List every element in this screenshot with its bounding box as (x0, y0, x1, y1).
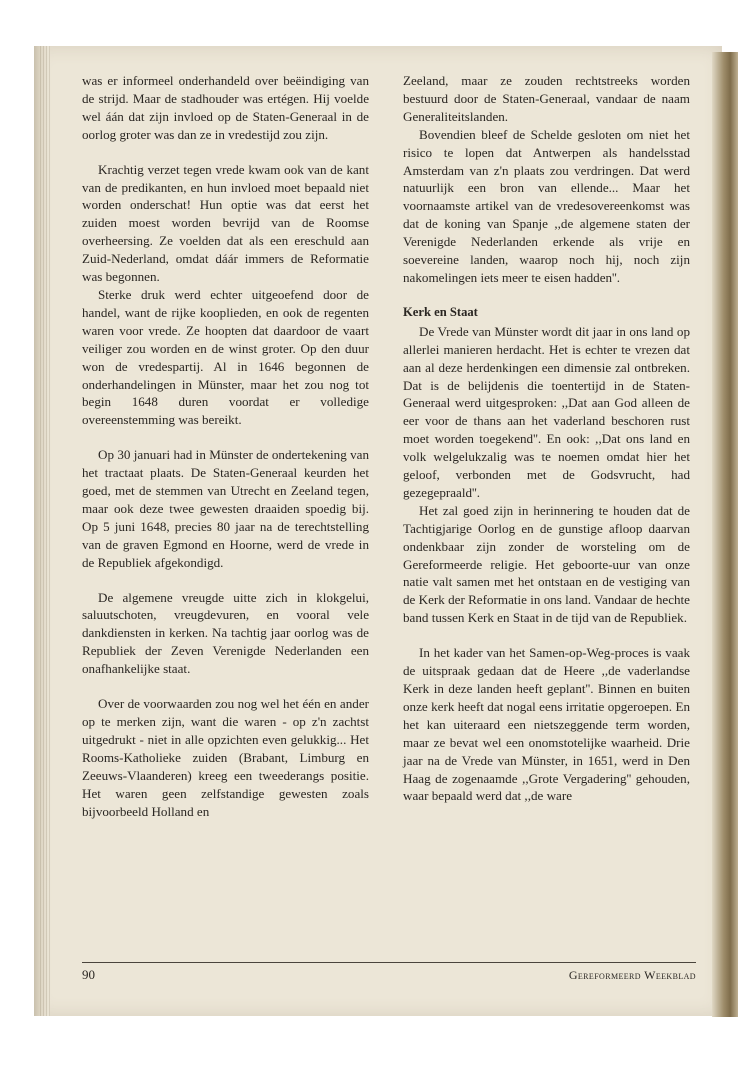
left-column (82, 72, 369, 820)
paragraph: De Vrede van Münster wordt dit jaar in ons land op allerlei manieren herdacht. Het is echter te vrezen dat aan al deze herdenkingen een dimensie zal ontbreken. Dat is de belijdenis die toentertijd in de Staten-Generaal werd uitgesproken: ,,Dat aan God alleen de eer voor de thans aan het vaderland beschoren rust moet worden toegekend''. En ook: ,,Dat ons land en volk welgelukzalig was te noemen omdat hier het geloof, verbonden met de Godsvrucht, had gezegepraald''. (403, 323, 690, 500)
paragraph: Krachtig verzet tegen vrede kwam ook van de kant van de predikanten, en hun invloed moet bepaald niet worden onderschat! Hun optie was dat eerst het zuiden moest worden bevrijd van de Roomse overheersing. Ze voelden dat als een ereschuld aan Zuid-Nederland, omdat dáár immers de Reformatie was begonnen. (82, 161, 369, 285)
paragraph: Zeeland, maar ze zouden rechtstreeks worden bestuurd door de Staten-Generaal, vandaar de naam Generaliteitslanden. (403, 73, 690, 124)
paragraph: Op 30 januari had in Münster de ondertekening van het tractaat plaats. De Staten-Generaal keurden het goed, met de stemmen van Utrecht en Zeeland tegen, maar ook deze twee gewesten draaiden spoedig bij. Op 5 juni 1648, precies 80 jaar na de terechtstelling van de graven Egmond en Hoorne, werd de vrede in de Republiek afgekondigd. (82, 447, 369, 570)
paragraph: Sterke druk werd echter uitgeoefend door de handel, want de rijke kooplieden, en ook de regenten waren voor vrede. Ze hoopten dat daardoor de vaart veiliger zou worden en de winst groter. Op den duur won de vredespartij. Al in 1646 begonnen de onderhandelingen in Münster, maar het zou nog tot begin 1648 duren voordat er volledige overeenstemming was bereikt. (82, 286, 369, 428)
page-number: 90 (82, 967, 95, 982)
paragraph: De algemene vreugde uitte zich in klokgelui, saluutschoten, vreugdevuren, en vooral vele dankdiensten in kerken. Na tachtig jaar oorlog was de Republiek der Zeven Verenigde Nederlanden een onafhankelijke staat. (82, 589, 369, 677)
paragraph: Het zal goed zijn in herinnering te houden dat de Tachtigjarige Oorlog en de gunstige afloop daarvan ondenkbaar zijn zonder de worsteling om de Gereformeerde religie. Het geboorte-uur van onze natie valt samen met het ontstaan en de vestiging van de Kerk der Reformatie in ons land. Vandaar de hechte band tussen Kerk en Staat in de tijd van de Republiek. (403, 502, 690, 626)
binding-edge (40, 46, 50, 1016)
paragraph: In het kader van het Samen-op-Weg-proces is vaak de uitspraak gedaan dat de Heere ,,de vaderlandse Kerk in deze landen heeft geplant''. Binnen en buiten onze kerk heeft dat nogal eens irritatie opgeroepen. En het kan uiteraard een nietszeggende term worden, maar ze bevat wel een onomstotelijke waarheid. Drie jaar na de Vrede van Münster, in 1651, werd in Den Haag de zogenaamde ,,Grote Vergadering'' gehouden, waar bepaald werd dat ,,de ware (403, 645, 690, 804)
paragraph: Over de voorwaarden zou nog wel het één en ander op te merken zijn, want die waren - op z'n zachtst uitgedrukt - niet in alle opzichten even gelukkig... Het Rooms-Katholieke zuiden (Brabant, Limburg en Zeeuws-Vlaanderen) kreeg een tweederangs positie. Het waren geen zelfstandige gewesten zoals bijvoorbeeld Holland en (82, 696, 369, 819)
footer-rule (82, 962, 696, 963)
section-heading: Kerk en Staat (403, 304, 478, 319)
right-column (403, 72, 690, 805)
book-fore-edge (712, 52, 738, 1017)
running-title: Gereformeerd Weekblad (568, 968, 696, 982)
paragraph: was er informeel onderhandeld over beëindiging van de strijd. Maar de stadhouder was ertégen. Hij voelde wel áán dat zijn invloed op de Staten-Generaal in de oorlog groter was dan ze in vredestijd zou zijn. (82, 73, 369, 142)
paragraph: Bovendien bleef de Schelde gesloten om niet het risico te lopen dat Antwerpen als handelsstad Amsterdam van z'n plaats zou verdringen. Dat werd natuurlijk een bron van ellende... Maar het voornaamste artikel van de vredesovereenkomst was dat de koning van Spanje ,,de algemene staten der Verenigde Nederlanden erkende als vrije en soevereine landen, waarop noch hij, noch zijn nakomelingen iets meer te eisen hadden''. (403, 126, 690, 285)
